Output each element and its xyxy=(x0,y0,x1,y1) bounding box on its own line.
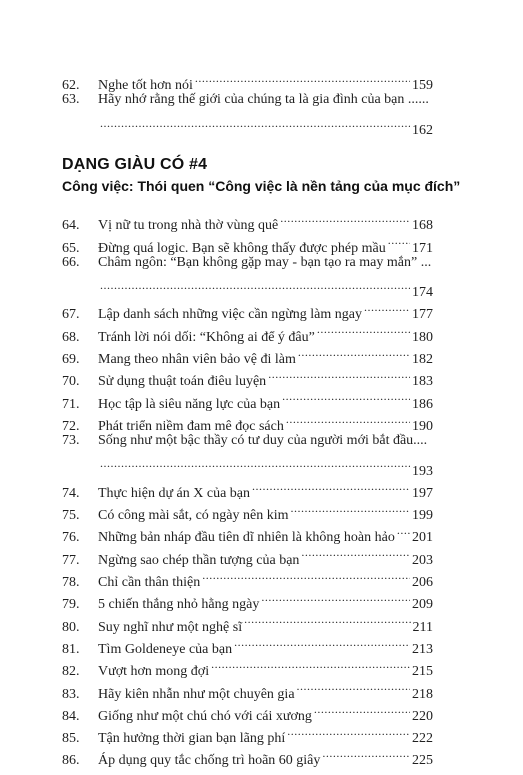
toc-entry xyxy=(62,112,433,138)
toc-entry-title: Hãy kiên nhẫn như một chuyên gia xyxy=(98,686,295,702)
toc-dot-leader xyxy=(298,341,410,363)
toc-entry-page: 225 xyxy=(412,753,433,769)
toc-entry-page: 162 xyxy=(412,122,433,138)
toc-entry-number: 67. xyxy=(62,307,80,323)
toc-entry-page: 186 xyxy=(412,396,433,412)
toc-entry-number: 68. xyxy=(62,329,80,345)
toc-entry xyxy=(62,274,433,301)
toc-entry-page: 206 xyxy=(412,575,433,591)
toc-entry-page: 168 xyxy=(412,218,433,234)
toc-entry-page: 213 xyxy=(412,641,433,657)
toc-entry-title: Hãy nhớ rằng thế giới của chúng ta là gia đình của bạn ...... xyxy=(98,92,429,108)
toc-entry-number: 66. xyxy=(62,254,80,270)
toc-entry-title: Nghe tốt hơn nói xyxy=(98,78,193,94)
toc-dot-leader xyxy=(261,586,410,608)
toc-entry-page: 183 xyxy=(412,374,433,390)
toc-entry-page: 174 xyxy=(412,285,433,301)
toc-entry-title: Học tập là siêu năng lực của bạn xyxy=(98,396,281,412)
toc-entry-number: 64. xyxy=(62,218,80,234)
toc-entry-page: 215 xyxy=(412,664,433,680)
toc-entry-number: 82. xyxy=(62,664,80,680)
toc-entry-page: 218 xyxy=(412,686,433,702)
toc-entry-title: Sống như một bậc thầy có tư duy của người mới bắt đầu.... xyxy=(98,432,428,448)
toc-dot-leader xyxy=(297,675,410,697)
toc-entry xyxy=(62,452,433,479)
toc-dot-leader xyxy=(397,519,410,541)
toc-entry-page: 159 xyxy=(412,78,433,94)
toc-entry-page: 211 xyxy=(412,619,433,635)
toc-dot-leader xyxy=(301,541,410,563)
toc-entry xyxy=(62,67,433,94)
section-subtitle: Công việc: Thói quen “Công việc là nền tảng của mục đích” xyxy=(62,178,461,194)
toc-entry-page: 220 xyxy=(412,708,433,724)
toc-entry-number: 63. xyxy=(62,92,80,108)
toc-entry-number: 65. xyxy=(62,240,80,256)
toc-dot-leader xyxy=(287,720,410,742)
toc-dot-leader xyxy=(286,408,410,430)
toc-dot-leader xyxy=(195,67,410,89)
toc-entry-number: 71. xyxy=(62,396,80,412)
toc-entry-page: 209 xyxy=(412,597,433,613)
toc-entry-title: Tận hưởng thời gian bạn lãng phí xyxy=(98,731,286,747)
toc-entry-title: Mang theo nhân viên bảo vệ đi làm xyxy=(98,352,296,368)
toc-entry-title: Giống như một chú chó với cái xương xyxy=(98,708,312,724)
toc-entry xyxy=(62,207,433,234)
toc-entry-page: 199 xyxy=(412,508,433,524)
toc-entry-page: 197 xyxy=(412,485,433,501)
toc-entry-number: 69. xyxy=(62,352,80,368)
toc-entry-title: Suy nghĩ như một nghệ sĩ xyxy=(98,619,243,635)
toc-entry-title: Đừng quá logic. Bạn sẽ không thấy được phép mầu xyxy=(98,240,386,256)
toc-entry xyxy=(62,252,433,274)
toc-dot-leader xyxy=(388,229,410,251)
toc-entry xyxy=(62,296,433,323)
toc-entry-page: 203 xyxy=(412,552,433,568)
toc-entry-title: Ngừng sao chép thần tượng của bạn xyxy=(98,552,300,568)
toc-dot-leader xyxy=(244,608,410,630)
toc-entry-number: 86. xyxy=(62,753,80,769)
toc-entry-number: 83. xyxy=(62,686,80,702)
toc-entry-page: 177 xyxy=(412,307,433,323)
toc-dot-leader xyxy=(280,207,410,229)
toc-entry-title: Tìm Goldeneye của bạn xyxy=(98,641,233,657)
toc-list-main xyxy=(62,207,433,769)
toc-entry-number: 75. xyxy=(62,508,80,524)
toc-dot-leader xyxy=(211,653,410,675)
toc-dot-leader xyxy=(282,385,410,407)
toc-entry xyxy=(62,430,433,452)
toc-dot-leader xyxy=(252,475,410,497)
toc-entry-title: Những bản nháp đầu tiên dĩ nhiên là không hoàn hảo xyxy=(98,530,395,546)
toc-entry-page: 182 xyxy=(412,352,433,368)
toc-dot-leader xyxy=(234,631,410,653)
toc-entry-number: 78. xyxy=(62,575,80,591)
toc-entry xyxy=(62,89,433,111)
toc-dot-leader xyxy=(100,112,410,134)
toc-entry-title: Phát triển niềm đam mê đọc sách xyxy=(98,418,284,434)
toc-dot-leader xyxy=(100,452,410,474)
toc-entry-number: 84. xyxy=(62,708,80,724)
toc-entry-number: 79. xyxy=(62,597,80,613)
toc-entry-page: 190 xyxy=(412,418,433,434)
toc-dot-leader xyxy=(322,742,410,764)
toc-entry-number: 62. xyxy=(62,78,80,94)
toc-entry-number: 76. xyxy=(62,530,80,546)
toc-entry-title: Áp dụng quy tắc chống trì hoãn 60 giây xyxy=(98,753,321,769)
toc-entry-title: Châm ngôn: “Bạn không gặp may - bạn tạo ra may mắn” ... xyxy=(98,254,432,270)
toc-entry-number: 81. xyxy=(62,641,80,657)
toc-dot-leader xyxy=(202,564,410,586)
toc-entry xyxy=(62,475,433,501)
toc-entry-number: 74. xyxy=(62,485,80,501)
toc-entry-number: 72. xyxy=(62,418,80,434)
toc-dot-leader xyxy=(364,296,410,318)
toc-entry-number: 73. xyxy=(62,432,80,448)
toc-entry-title: Có công mài sắt, có ngày nên kim xyxy=(98,508,289,524)
toc-entry-title: Tránh lời nói dối: “Không ai để ý đâu” xyxy=(98,329,315,345)
toc-entry-title: 5 chiến thắng nhỏ hằng ngày xyxy=(98,597,260,613)
toc-entry-title: Chỉ cần thân thiện xyxy=(98,575,201,591)
toc-entry-page: 201 xyxy=(412,530,433,546)
toc-dot-leader xyxy=(100,274,410,296)
toc-entry-page: 222 xyxy=(412,731,433,747)
section-heading: DẠNG GIÀU CÓ #4 xyxy=(62,156,208,173)
toc-dot-leader xyxy=(268,363,410,385)
toc-list-top xyxy=(62,67,433,138)
toc-entry-title: Sử dụng thuật toán điêu luyện xyxy=(98,374,267,390)
toc-dot-leader xyxy=(314,698,410,720)
toc-entry-page: 171 xyxy=(412,240,433,256)
toc-dot-leader xyxy=(291,497,410,519)
toc-entry-page: 180 xyxy=(412,329,433,345)
toc-entry-number: 70. xyxy=(62,374,80,390)
toc-entry-page: 193 xyxy=(412,463,433,479)
toc-dot-leader xyxy=(317,318,410,340)
toc-entry-number: 77. xyxy=(62,552,80,568)
toc-entry-title: Vượt hơn mong đợi xyxy=(98,664,210,680)
toc-entry-number: 80. xyxy=(62,619,80,635)
toc-entry-title: Vị nữ tu trong nhà thờ vùng quê xyxy=(98,218,279,234)
toc-entry-title: Thực hiện dự án X của bạn xyxy=(98,485,251,501)
toc-entry-title: Lập danh sách những việc cần ngừng làm ngay xyxy=(98,307,362,323)
toc-entry-number: 85. xyxy=(62,731,80,747)
